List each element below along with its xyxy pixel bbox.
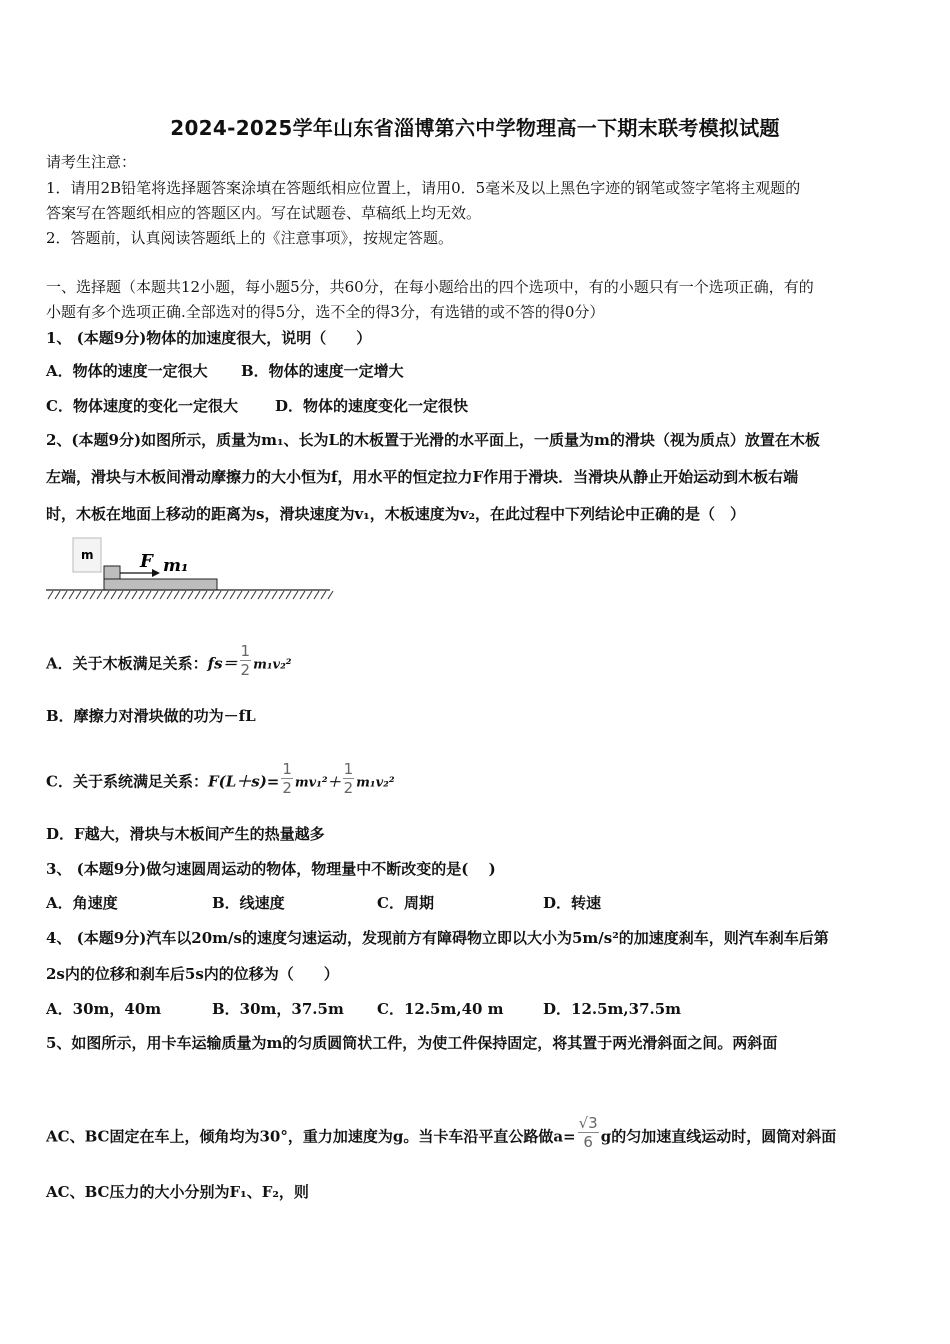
q2-option-a-tail: m₁v₂² bbox=[253, 657, 292, 673]
fraction-denominator: 2 bbox=[343, 779, 354, 797]
q5-acceleration-fraction bbox=[578, 1114, 599, 1151]
force-arrowhead bbox=[152, 569, 160, 577]
hatch-mark bbox=[62, 591, 67, 599]
hatch-mark bbox=[293, 591, 298, 599]
hatch-mark bbox=[300, 591, 305, 599]
q4-option-b: B．30m，37.5m bbox=[212, 1000, 344, 1018]
notice-item-2: 2．答题前，认真阅读答题纸上的《注意事项》，按规定答题。 bbox=[46, 229, 454, 247]
hatch-mark bbox=[209, 591, 214, 599]
hatch-mark bbox=[202, 591, 207, 599]
q4-option-c: C．12.5m,40 m bbox=[377, 1000, 504, 1018]
q2-option-c-fraction-2 bbox=[343, 760, 355, 797]
hatch-mark bbox=[153, 591, 158, 599]
hatch-mark bbox=[237, 591, 242, 599]
hatch-mark bbox=[265, 591, 270, 599]
board-block-figure bbox=[46, 536, 336, 606]
q2-option-c bbox=[46, 760, 395, 801]
ground-hatching bbox=[48, 591, 333, 599]
q2-option-c-tail: m₁v₂² bbox=[356, 775, 395, 791]
q2-option-a-fraction bbox=[240, 642, 252, 679]
hatch-mark bbox=[139, 591, 144, 599]
q2-option-b: B．摩擦力对滑块做的功为－fL bbox=[46, 707, 256, 725]
block-m-label: m bbox=[81, 548, 94, 562]
q2-option-d: D．F越大，滑块与木板间产生的热量越多 bbox=[46, 825, 325, 843]
question-2-line-2: 左端，滑块与木板间滑动摩擦力的大小恒为f，用水平的恒定拉力F作用于滑块．当滑块从静止开始运动到木板右端 bbox=[46, 468, 799, 486]
fraction-numerator: √3 bbox=[578, 1114, 598, 1132]
question-5-line-2 bbox=[46, 1114, 837, 1156]
q1-option-a: A．物体的速度一定很大 bbox=[46, 362, 208, 380]
q2-option-c-formula: F(L＋s)= bbox=[207, 772, 280, 791]
exam-title: 2024-2025学年山东省淄博第六中学物理高一下期末联考模拟试题 bbox=[170, 116, 780, 140]
question-5-line-1: 5、如图所示，用卡车运输质量为m的匀质圆筒状工件，为使工件保持固定，将其置于两光滑斜面之间。两斜面 bbox=[46, 1034, 778, 1052]
notice-heading: 请考生注意： bbox=[46, 153, 137, 171]
hatch-mark bbox=[160, 591, 165, 599]
q4-option-d: D．12.5m,37.5m bbox=[543, 1000, 682, 1018]
slider-block bbox=[104, 566, 120, 579]
hatch-mark bbox=[174, 591, 179, 599]
hatch-mark bbox=[167, 591, 172, 599]
q3-option-d: D．转速 bbox=[543, 894, 602, 912]
hatch-mark bbox=[146, 591, 151, 599]
hatch-mark bbox=[307, 591, 312, 599]
hatch-mark bbox=[223, 591, 228, 599]
hatch-mark bbox=[118, 591, 123, 599]
notice-item-1-cont: 答案写在答题纸相应的答题区内。写在试题卷、草稿纸上均无效。 bbox=[46, 204, 482, 222]
hatch-mark bbox=[69, 591, 74, 599]
hatch-mark bbox=[188, 591, 193, 599]
q1-option-c: C．物体速度的变化一定很大 bbox=[46, 397, 238, 415]
question-2-line-1: 2、(本题9分)如图所示，质量为m₁、长为L的木板置于光滑的水平面上，一质量为m的滑块（视为质点）放置在木板 bbox=[46, 431, 820, 449]
section-heading: 一、选择题（本题共12小题，每小题5分，共60分，在每小题给出的四个选项中，有的小题只有一个选项正确，有的 bbox=[46, 278, 814, 296]
hatch-mark bbox=[104, 591, 109, 599]
hatch-mark bbox=[258, 591, 263, 599]
hatch-mark bbox=[83, 591, 88, 599]
q1-option-d: D．物体的速度变化一定很快 bbox=[275, 397, 469, 415]
wooden-board bbox=[104, 579, 217, 590]
hatch-mark bbox=[244, 591, 249, 599]
hatch-mark bbox=[97, 591, 102, 599]
q2-option-c-fraction-1 bbox=[281, 760, 293, 797]
q1-option-b: B．物体的速度一定增大 bbox=[241, 362, 404, 380]
hatch-mark bbox=[125, 591, 130, 599]
q2-option-a-formula: fs＝ bbox=[207, 654, 238, 673]
hatch-mark bbox=[272, 591, 277, 599]
q3-option-a: A．角速度 bbox=[46, 894, 118, 912]
hatch-mark bbox=[251, 591, 256, 599]
q2-option-a bbox=[46, 642, 292, 683]
hatch-mark bbox=[230, 591, 235, 599]
q3-option-b: B．线速度 bbox=[212, 894, 285, 912]
hatch-mark bbox=[132, 591, 137, 599]
fraction-denominator: 2 bbox=[282, 779, 292, 797]
q2-option-c-text: C．关于系统满足关系： bbox=[46, 772, 208, 791]
question-2-line-3: 时，木板在地面上移动的距离为s，滑块速度为v₁，木板速度为v₂，在此过程中下列结论中正确的是（ ） bbox=[46, 505, 746, 523]
hatch-mark bbox=[216, 591, 221, 599]
hatch-mark bbox=[76, 591, 81, 599]
hatch-mark bbox=[48, 591, 53, 599]
hatch-mark bbox=[321, 591, 326, 599]
question-3-stem: 3、 (本题9分)做匀速圆周运动的物体，物理量中不断改变的是( ) bbox=[46, 860, 496, 878]
hatch-mark bbox=[55, 591, 60, 599]
q4-option-a: A．30m，40m bbox=[46, 1000, 162, 1018]
q5-line-2-part-b: g的匀加速直线运动时，圆筒对斜面 bbox=[600, 1127, 837, 1146]
hatch-mark bbox=[314, 591, 319, 599]
q2-option-a-text: A．关于木板满足关系： bbox=[46, 654, 208, 673]
question-4-line-2: 2s内的位移和刹车后5s内的位移为（ ） bbox=[46, 965, 339, 983]
q5-line-2-part-a: AC、BC固定在车上，倾角均为30°，重力加速度为g。当卡车沿平直公路做a= bbox=[46, 1127, 576, 1146]
hatch-mark bbox=[90, 591, 95, 599]
question-1-stem: 1、 (本题9分)物体的加速度很大，说明（ ） bbox=[46, 329, 372, 347]
fraction-denominator: 6 bbox=[583, 1133, 593, 1151]
fraction-numerator: 1 bbox=[343, 760, 354, 778]
hatch-mark bbox=[328, 591, 333, 599]
fraction-denominator: 2 bbox=[240, 661, 251, 679]
question-5-line-3: AC、BC压力的大小分别为F₁、F₂，则 bbox=[46, 1183, 309, 1201]
hatch-mark bbox=[111, 591, 116, 599]
question-4-line-1: 4、 (本题9分)汽车以20m/s的速度匀速运动，发现前方有障碍物立即以大小为5m/s²的加速度刹车，则汽车刹车后第 bbox=[46, 929, 829, 947]
fraction-numerator: 1 bbox=[282, 760, 292, 778]
fraction-numerator: 1 bbox=[240, 642, 251, 660]
q3-option-c: C．周期 bbox=[377, 894, 434, 912]
q2-option-c-mid: mv₁²＋ bbox=[294, 775, 341, 791]
hatch-mark bbox=[279, 591, 284, 599]
force-label: F bbox=[140, 551, 153, 572]
hatch-mark bbox=[195, 591, 200, 599]
hatch-mark bbox=[286, 591, 291, 599]
notice-item-1: 1．请用2B铅笔将选择题答案涂填在答题纸相应位置上，请用0．5毫米及以上黑色字迹的钢笔或签字笔将主观题的 bbox=[46, 179, 801, 197]
section-heading-cont: 小题有多个选项正确.全部选对的得5分，选不全的得3分，有选错的或不答的得0分） bbox=[46, 303, 605, 321]
board-mass-label: m₁ bbox=[163, 556, 189, 576]
hatch-mark bbox=[181, 591, 186, 599]
